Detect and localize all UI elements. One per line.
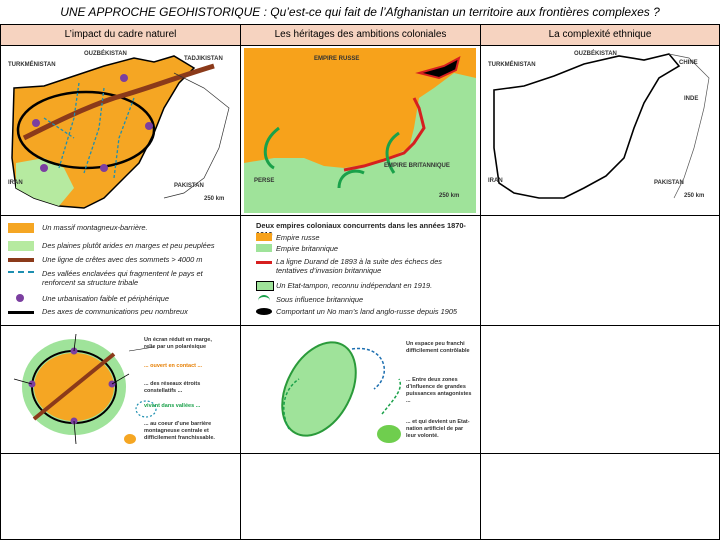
legend-item-axes: Des axes de communications peu nombreux — [42, 307, 188, 316]
map1-label-turkmenistan: TURKMÉNISTAN — [8, 62, 56, 68]
grid-col-divider-1 — [240, 24, 241, 540]
map1-label-iran: IRAN — [8, 180, 23, 186]
schema1-text-4: vivant dans vallées ... — [144, 403, 201, 409]
legend-colonial-heading: Deux empires coloniaux concurrents dans les années 1870- — [256, 221, 466, 230]
legend-item-crest: Une ligne de crêtes avec des sommets > 4000 m — [42, 255, 203, 264]
schema2-text-2: ... Entre deux zones d’influence de grandes puissances antagonistes ... — [406, 377, 472, 404]
map3-scale: 250 km — [684, 193, 705, 199]
map-ethnic — [484, 48, 716, 213]
legend-item-britain: Empire britannique — [276, 244, 339, 253]
legend-item-russia: Empire russe — [276, 233, 320, 242]
map1-scale: 250 km — [204, 196, 225, 202]
legend-swatch-britain — [256, 244, 272, 252]
schema1-text-5: ... au coeur d’une barrière montagneuse centrale et difficilement franchissable. — [144, 421, 215, 441]
grid-row-divider-3 — [0, 453, 720, 454]
schema2-text-3: ... et qui devient un Etat-nation artificiel de par leur volonté. — [406, 419, 470, 439]
legend-item-city: Une urbanisation faible et périphérique — [42, 294, 169, 303]
legend-item-durand: La ligne Durand de 1893 à la suite des échecs des tentatives d’invasion britannique — [276, 257, 442, 275]
grid-row-divider-2 — [0, 325, 720, 326]
map3-label-chine: CHINE — [679, 60, 698, 66]
map2-label-empire-britannique: EMPIRE BRITANNIQUE — [384, 163, 450, 169]
legend-item-no-mans-land: Comportant un No man’s land anglo-russe depuis 1905 — [276, 307, 458, 316]
legend-swatch-influence — [258, 295, 270, 305]
legend-colonial — [244, 219, 476, 323]
legend-swatch-mountain — [8, 223, 34, 233]
map3-label-ouzbekistan: OUZBÉKISTAN — [574, 51, 617, 57]
legend-swatch-valley — [8, 271, 34, 273]
map-natural — [4, 48, 236, 213]
map2-label-perse: PERSE — [254, 178, 275, 184]
legend-swatch-city — [16, 294, 24, 302]
legend-swatch-crest — [8, 258, 34, 262]
legend-swatch-plain — [8, 241, 34, 251]
map3-label-turkmenistan: TURKMÉNISTAN — [488, 62, 536, 68]
column-header-ethnic: La complexité ethnique — [481, 25, 719, 46]
grid-row-divider-1 — [0, 215, 720, 216]
map1-label-ouzbekistan: OUZBÉKISTAN — [84, 51, 127, 57]
map2-scale: 250 km — [439, 193, 460, 199]
legend-swatch-no-mans-land — [256, 308, 272, 315]
legend-item-valley: Des vallées enclavées qui fragmentent le pays et renforcent sa structure tribale — [42, 269, 203, 287]
column-header-colonial: Les héritages des ambitions coloniales — [241, 25, 480, 46]
legend-swatch-buffer — [256, 281, 274, 291]
grid-col-divider-2 — [480, 24, 481, 540]
page-title: UNE APPROCHE GEOHISTORIQUE : Qu’est-ce qui fait de l’Afghanistan un territoire aux frontières complexes ? — [60, 5, 660, 19]
legend-item-mountain: Un massif montagneux-barrière. — [42, 223, 148, 232]
legend-item-buffer: Un Etat-tampon, reconnu indépendant en 1919. — [276, 281, 433, 290]
legend-swatch-russia — [256, 233, 272, 241]
legend-item-influence: Sous influence britannique — [276, 295, 364, 304]
legend-swatch-durand — [256, 261, 272, 264]
schema1-text-3: ... des réseaux étroits constellatifs ... — [144, 381, 201, 394]
schema-natural — [4, 329, 236, 451]
legend-natural — [4, 219, 236, 323]
legend-item-plain: Des plaines plutôt arides en marges et peu peuplées — [42, 241, 215, 250]
legend-swatch-axes — [8, 311, 34, 314]
schema2-text-1: Un espace peu franchi difficilement contrôlable — [406, 341, 470, 354]
grid-left — [0, 24, 1, 540]
map3-label-pakistan: PAKISTAN — [654, 180, 684, 186]
schema1-text-1: Un écran réduit en marge, relie par un polarésique — [144, 337, 212, 350]
column-header-natural: L’impact du cadre naturel — [1, 25, 240, 46]
map2-label-empire-russe: EMPIRE RUSSE — [314, 56, 360, 62]
schema1-text-2: ... ouvert en contact ... — [144, 363, 203, 369]
map1-label-tadjikistan: TADJIKISTAN — [184, 56, 223, 62]
map1-label-pakistan: PAKISTAN — [174, 183, 204, 189]
map3-label-inde: INDE — [684, 96, 699, 102]
map-colonial — [244, 48, 476, 213]
schema-colonial — [244, 329, 476, 451]
map3-label-iran: IRAN — [488, 178, 503, 184]
